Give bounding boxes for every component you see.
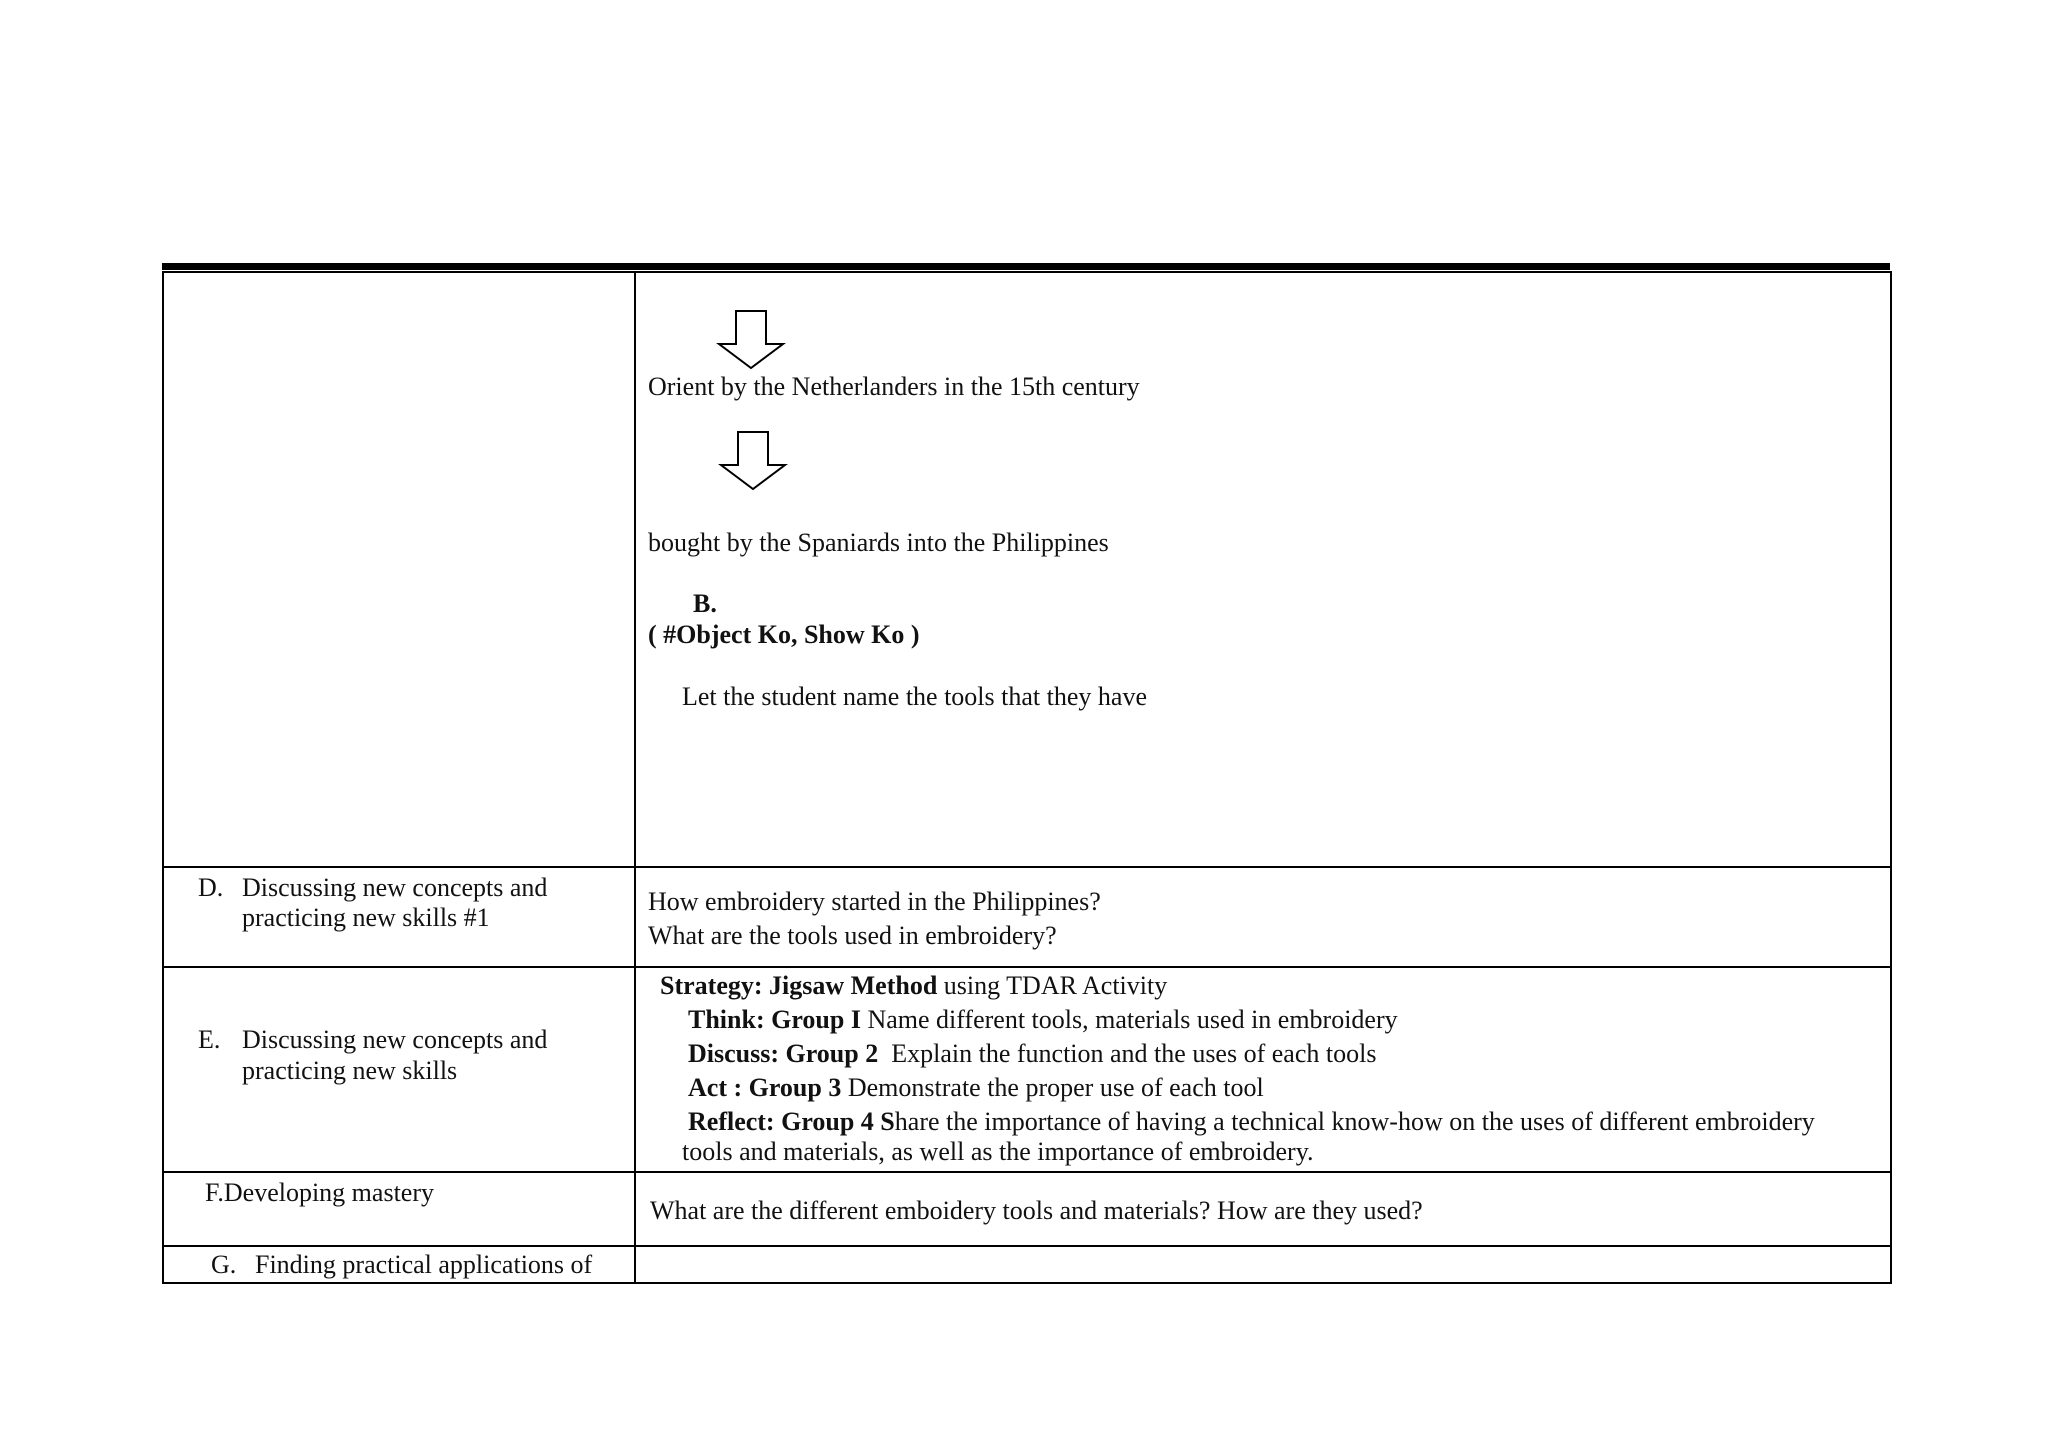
row-e-label-line1: Discussing new concepts and [242, 1025, 548, 1054]
reflect-rest: hare the importance of having a technical know-how on the uses of different embroidery [894, 1107, 1815, 1136]
reflect-line [688, 1106, 1815, 1138]
discuss-bold: Discuss: Group 2 [688, 1039, 879, 1068]
row-d-content-line1: How embroidery started in the Philippines? [648, 887, 1101, 916]
row-f-label: F.Developing mastery [205, 1178, 434, 1207]
row-g-content-cell [635, 1246, 1891, 1283]
section-b-title: ( #Object Ko, Show Ko ) [648, 620, 920, 649]
act-rest: Demonstrate the proper use of each tool [841, 1073, 1264, 1102]
table-row-e [163, 967, 1891, 1172]
table-row-continuation [163, 272, 1891, 867]
row-d-label-line2: practicing new skills #1 [242, 903, 490, 932]
top-border-line [162, 263, 1890, 270]
row-d-label-line1: Discussing new concepts and [242, 873, 548, 902]
act-line [688, 1072, 1264, 1104]
think-rest: Name different tools, materials used in embroidery [860, 1005, 1398, 1034]
row-d-letter: D. [198, 873, 224, 902]
strategy-bold: Strategy: Jigsaw Method [660, 971, 938, 1000]
row-f-content-cell [635, 1172, 1891, 1246]
down-arrow-icon [716, 310, 786, 370]
discuss-rest: Explain the function and the uses of each tools [878, 1039, 1377, 1068]
section-b-letter: B. [693, 589, 717, 618]
act-bold: Act : Group 3 [688, 1073, 842, 1102]
row-f-label-cell [163, 1172, 635, 1246]
down-arrow-icon [718, 431, 788, 491]
row-g-letter: G. [211, 1250, 237, 1279]
row-g-label-cell [163, 1246, 635, 1283]
section-b-text: Let the student name the tools that they have [682, 682, 1147, 711]
row-c-label-cell [163, 272, 635, 867]
row-e-content-cell [635, 967, 1891, 1172]
row-g-label: Finding practical applications of [255, 1250, 593, 1279]
reflect-line2: tools and materials, as well as the importance of embroidery. [682, 1137, 1314, 1166]
table-row-f [163, 1172, 1891, 1246]
table-row-d [163, 867, 1891, 967]
step-text: bought by the Spaniards into the Philippines [648, 528, 1109, 557]
row-e-label-line2: practicing new skills [242, 1056, 458, 1085]
think-bold: Think: Group I [688, 1005, 861, 1034]
row-e-letter: E. [198, 1025, 221, 1054]
strategy-rest: using TDAR Activity [937, 971, 1168, 1000]
table-row-g [163, 1246, 1891, 1283]
discuss-line [688, 1038, 1376, 1070]
think-line [688, 1004, 1398, 1036]
row-d-content-cell [635, 867, 1891, 967]
row-c-content-cell [635, 272, 1891, 867]
row-d-content-line2: What are the tools used in embroidery? [648, 921, 1057, 950]
row-d-label-cell [163, 867, 635, 967]
step-text: Orient by the Netherlanders in the 15th century [648, 372, 1140, 401]
row-f-content: What are the different emboidery tools and materials? How are they used? [650, 1196, 1423, 1225]
row-e-label-cell [163, 967, 635, 1172]
lesson-plan-table [162, 271, 1892, 1284]
reflect-bold: Reflect: Group 4 S [688, 1107, 895, 1136]
strategy-line [660, 970, 1167, 1002]
